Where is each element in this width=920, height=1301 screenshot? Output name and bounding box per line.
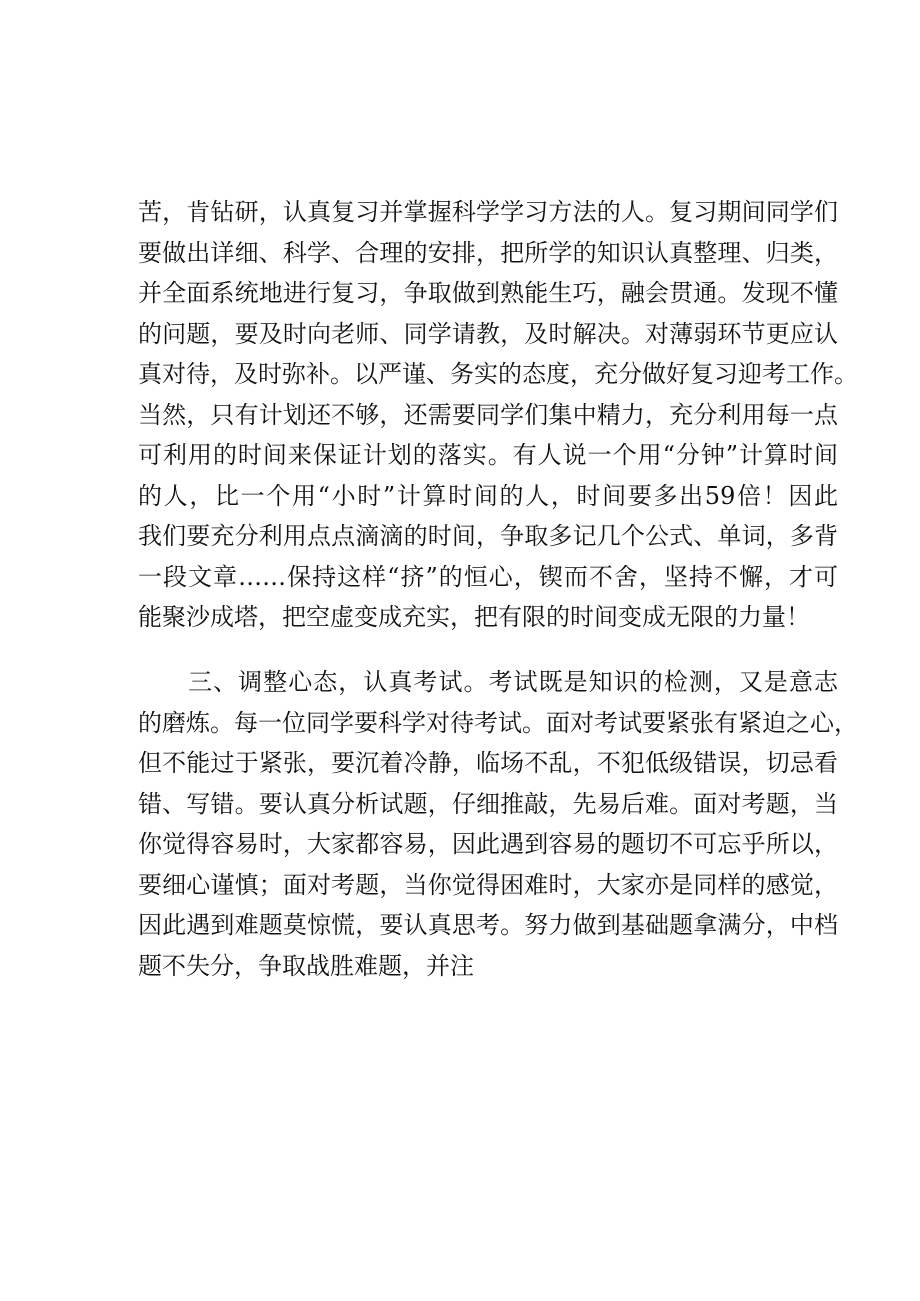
text-line: 一段文章……保持这样“挤”的恒心，锲而不舍，坚持不懈，才可 bbox=[138, 562, 838, 591]
text-line: 的人，比一个用“小时”计算时间的人，时间要多出59倍！因此 bbox=[138, 481, 838, 510]
text-line: 但不能过于紧张，要沉着冷静，临场不乱，不犯低级错误，切忌看 bbox=[138, 749, 838, 777]
paragraph-study-plan bbox=[138, 192, 858, 638]
text-line: 我们要充分利用点点滴滴的时间，争取多记几个公式、单词，多背 bbox=[138, 522, 838, 550]
text-line: 苦，肯钻研，认真复习并掌握科学学习方法的人。复习期间同学们 bbox=[138, 198, 838, 226]
text-line: 能聚沙成塔，把空虚变成充实，把有限的时间变成无限的力量！ bbox=[138, 603, 810, 631]
text-line: 三、调整心态，认真考试。考试既是知识的检测，又是意志 bbox=[138, 668, 838, 696]
text-line: 错、写错。要认真分析试题，仔细推敲，先易后难。面对考题，当 bbox=[138, 789, 838, 818]
text-line: 你觉得容易时，大家都容易，因此遇到容易的题切不可忘乎所以， bbox=[138, 830, 838, 858]
text-line: 要细心谨慎；面对考题，当你觉得困难时，大家亦是同样的感觉， bbox=[138, 870, 838, 899]
text-line: 要做出详细、科学、合理的安排，把所学的知识认真整理、归类， bbox=[138, 238, 838, 267]
paragraph-exam-attitude bbox=[138, 662, 858, 986]
text-line: 题不失分，争取战胜难题，并注 bbox=[138, 951, 474, 980]
text-line: 并全面系统地进行复习，争取做到熟能生巧，融会贯通。发现不懂 bbox=[138, 279, 838, 307]
text-line: 的磨炼。每一位同学要科学对待考试。面对考试要紧张有紧迫之心， bbox=[138, 708, 858, 737]
text-line: 的问题，要及时向老师、同学请教，及时解决。对薄弱环节更应认 bbox=[138, 319, 838, 348]
text-line: 因此遇到难题莫惊慌，要认真思考。努力做到基础题拿满分，中档 bbox=[138, 911, 838, 939]
text-line: 当然，只有计划还不够，还需要同学们集中精力，充分利用每一点 bbox=[138, 400, 838, 429]
text-line: 真对待，及时弥补。以严谨、务实的态度，充分做好复习迎考工作。 bbox=[138, 360, 858, 388]
text-line: 可利用的时间来保证计划的落实。有人说一个用“分钟”计算时间 bbox=[138, 441, 838, 469]
